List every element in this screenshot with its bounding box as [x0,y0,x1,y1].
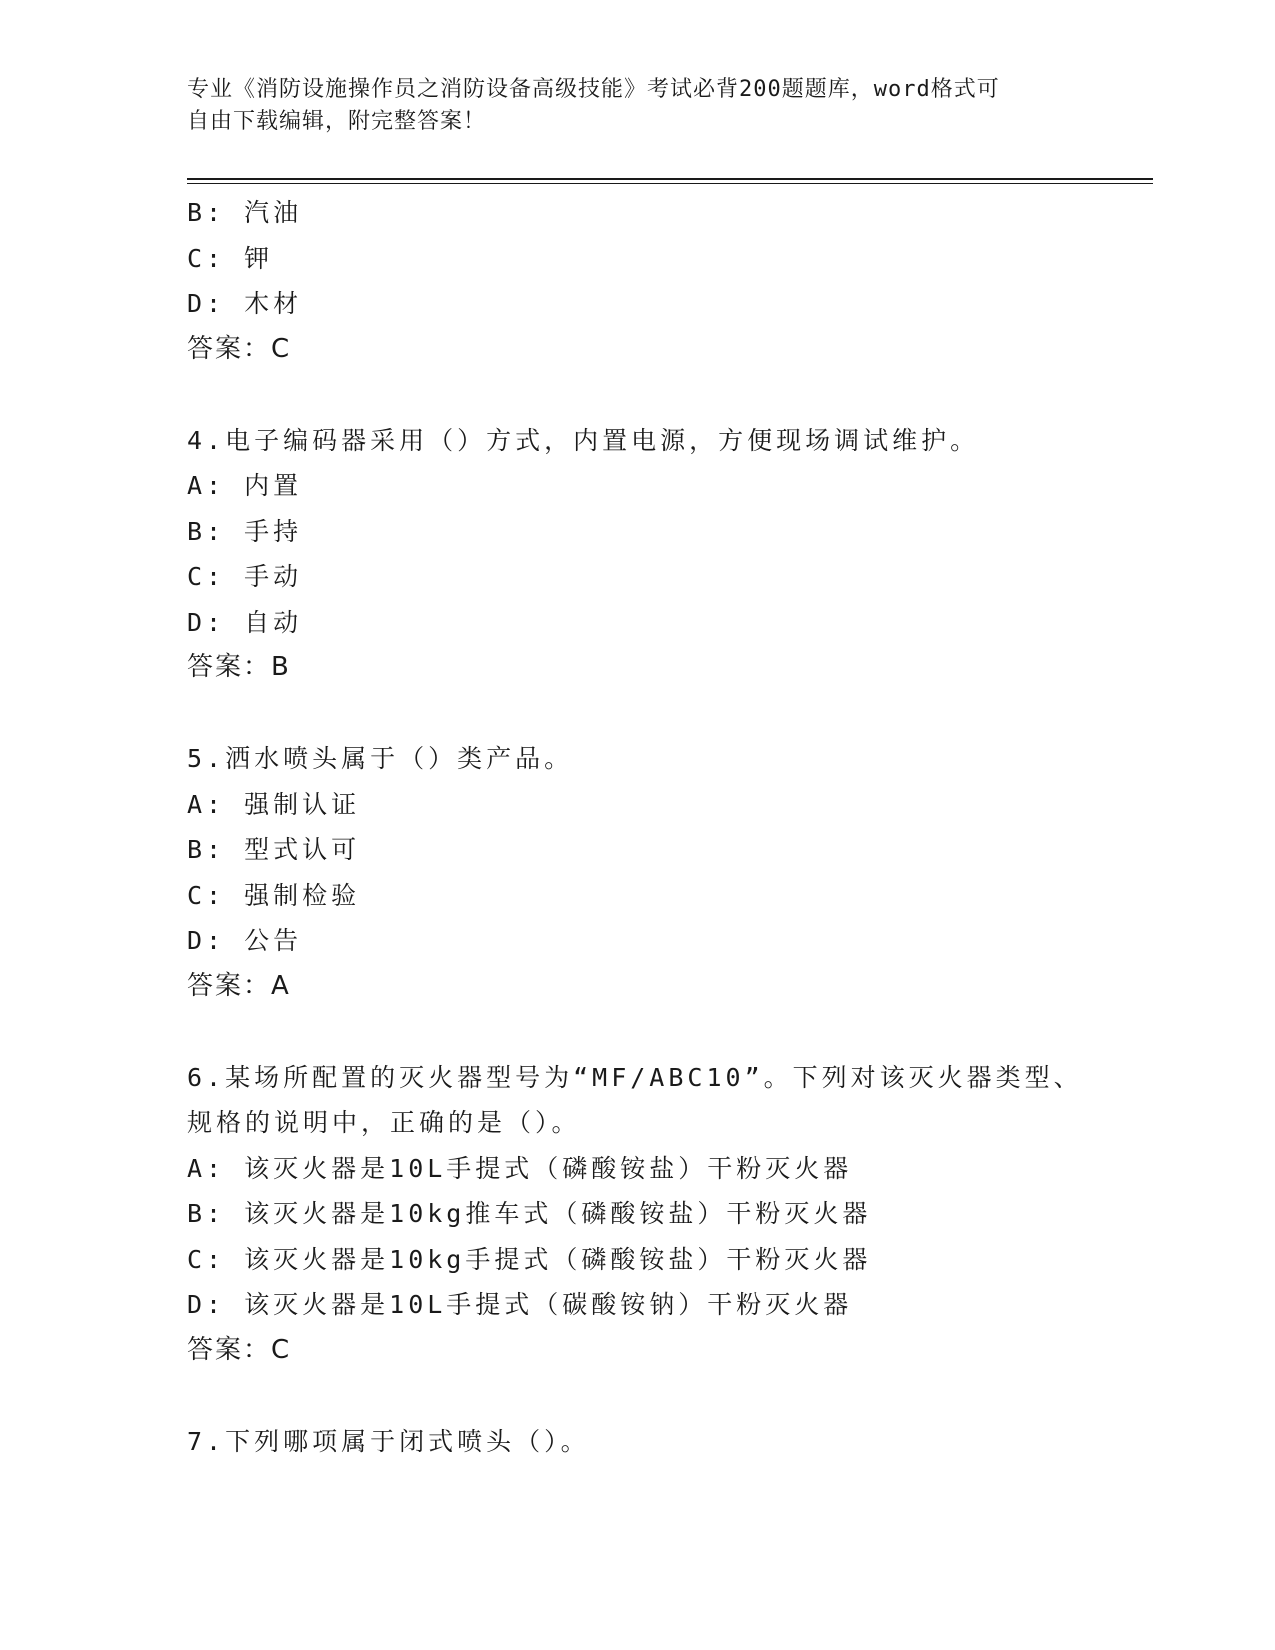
question-text: 4.电子编码器采用（）方式，内置电源，方便现场调试维护。 [187,425,980,455]
option-a: A: 强制认证 [187,789,361,819]
question-block-6 [187,1055,1087,1374]
option-b: B: 手持 [187,516,303,546]
option-b: B: 该灭火器是10kg推车式（磷酸铵盐）干粉灭火器 [187,1199,872,1228]
question-block-7 [187,1419,1087,1465]
option-b: B: 汽油 [187,198,303,227]
option-b: B: 型式认可 [187,835,361,864]
question-block-3 [187,190,1087,372]
option-d: D: 木材 [187,289,303,318]
option-d: D: 自动 [187,607,303,637]
header-divider-thick [187,178,1153,180]
header-divider-thin [187,183,1153,184]
option-d: D: 该灭火器是10L手提式（碳酸铵钠）干粉灭火器 [187,1290,853,1319]
question-text: 5.洒水喷头属于（）类产品。 [187,744,574,773]
question-text: 7.下列哪项属于闭式喷头（）。 [187,1426,590,1456]
answer-line: 答案：C [187,1334,292,1365]
answer-line: 答案：B [187,652,291,682]
block-spacer [187,372,1087,418]
option-d: D: 公告 [187,926,303,955]
answer-line: 答案：A [187,970,291,1001]
option-c: C: 该灭火器是10kg手提式（磷酸铵盐）干粉灭火器 [187,1244,872,1274]
document-header [187,74,1067,138]
question-list [187,190,1087,1464]
question-block-4 [187,418,1087,691]
question-text-continued: 规格的说明中，正确的是（）。 [187,1108,581,1137]
question-text: 6.某场所配置的灭火器型号为“MF/ABC10”。下列对该灭火器类型、 [187,1062,1083,1092]
question-block-5 [187,736,1087,1009]
block-spacer [187,1009,1087,1055]
block-spacer [187,691,1087,737]
option-a: A: 内置 [187,471,303,500]
option-a: A: 该灭火器是10L手提式（磷酸铵盐）干粉灭火器 [187,1153,853,1183]
header-line-2: 自由下载编辑，附完整答案！ [187,109,487,134]
option-c: C: 手动 [187,562,303,591]
header-line-1: 专业《消防设施操作员之消防设备高级技能》考试必背200题题库，word格式可 [187,77,1000,102]
answer-line: 答案：C [187,333,292,364]
option-c: C: 钾 [187,243,274,273]
option-c: C: 强制检验 [187,880,361,910]
block-spacer [187,1373,1087,1419]
